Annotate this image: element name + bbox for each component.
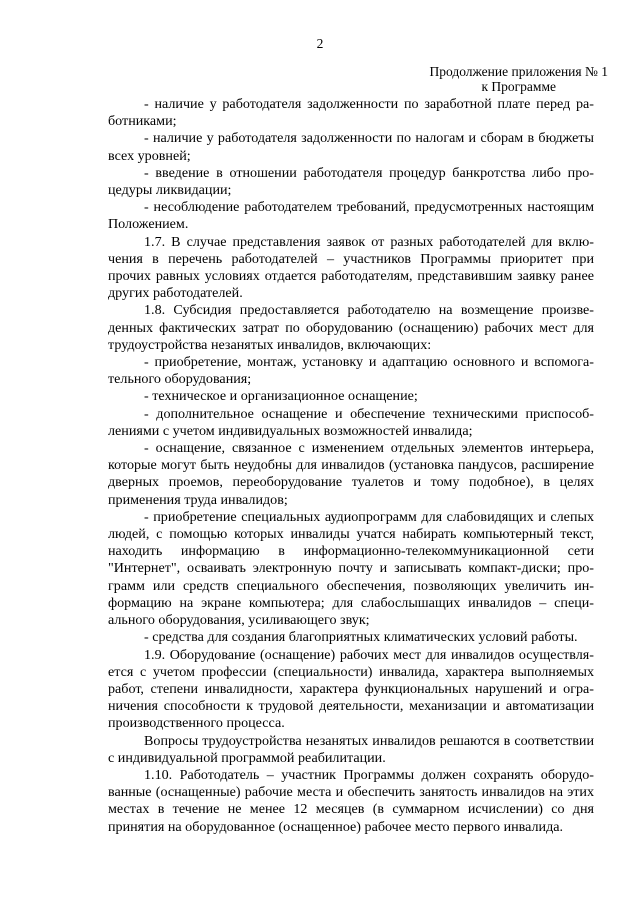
appendix-header-line-2: к Программе bbox=[481, 79, 556, 94]
page-number: 2 bbox=[316, 36, 324, 51]
paragraph-bankruptcy: - введение в отношении работодателя процедур банкротства либо процедуры ликвидации; bbox=[108, 164, 594, 199]
paragraph-interior-changes: - оснащение, связанное с изменением отдельных элементов интерьера, которые могут быть неудобны для инвалидов (установка пандусов, расширение дверных проемов, переоборудование туалетов и тому подобное), в целях применения труда инвалидов; bbox=[108, 440, 594, 508]
paragraph-debt-salary: - наличие у работодателя задолженности по заработной плате перед работниками; bbox=[108, 96, 594, 130]
paragraph-1-10: 1.10. Работодатель – участник Программы должен сохранять оборудованные (оснащенные) рабочие места и обеспечить занятость инвалидов на этих местах в течение не менее 12 месяцев (в суммарном исчислении) со дня принятия на оборудованное (оснащенное) рабочее место первого инвалида. bbox=[108, 766, 594, 835]
paragraph-rehabilitation: Вопросы трудоустройства незанятых инвалидов решаются в соответствии с индивидуальной программой реабилитации. bbox=[108, 732, 594, 766]
paragraph-noncompliance: - несоблюдение работодателем требований, предусмотренных настоящим Положением. bbox=[108, 199, 594, 233]
appendix-header-line-1: Продолжение приложения № 1 bbox=[429, 64, 608, 79]
paragraph-audio-programs: - приобретение специальных аудиопрограмм для слабовидящих и слепых людей, с помощью которых инвалиды учатся набирать компьютерный текст, находить информацию в информационно-телекоммуникационной сети "Интернет", осваивать электронную почту и записывать компакт-диски; программ или средств специального обеспечения, позволяющих увеличить информацию на экране компьютера; для слабослышащих инвалидов – специального оборудования, усиливающего звук; bbox=[108, 508, 594, 629]
paragraph-equipment-purchase: - приобретение, монтаж, установку и адаптацию основного и вспомогательного оборудования; bbox=[108, 354, 594, 388]
paragraph-climate: - средства для создания благоприятных климатических условий работы. bbox=[144, 629, 578, 646]
paragraph-technical-equipment: - техническое и организационное оснащение; bbox=[144, 388, 418, 405]
paragraph-1-7: 1.7. В случае представления заявок от разных работодателей для включения в перечень работодателей – участников Программы приоритет при прочих равных условиях отдается работодателям, представившим заявку ранее других работодателей. bbox=[108, 233, 594, 302]
appendix-header bbox=[429, 64, 608, 94]
paragraph-debt-taxes: - наличие у работодателя задолженности по налогам и сборам в бюджеты всех уровней; bbox=[108, 130, 594, 164]
paragraph-1-9: 1.9. Оборудование (оснащение) рабочих мест для инвалидов осуществляется с учетом профессии (специальности) инвалида, характера выполняемых работ, степени инвалидности, характера функциональных нарушений и ограничения способности к трудовой деятельности, механизации и автоматизации производственного процесса. bbox=[108, 646, 594, 732]
document-body bbox=[108, 96, 594, 836]
paragraph-1-8: 1.8. Субсидия предоставляется работодателю на возмещение произведенных фактических затрат по оборудованию (оснащению) рабочих мест для трудоустройства незанятых инвалидов, включающих: bbox=[108, 302, 594, 353]
paragraph-additional-equipment: - дополнительное оснащение и обеспечение техническими приспособлениями с учетом индивидуальных возможностей инвалида; bbox=[108, 405, 594, 439]
